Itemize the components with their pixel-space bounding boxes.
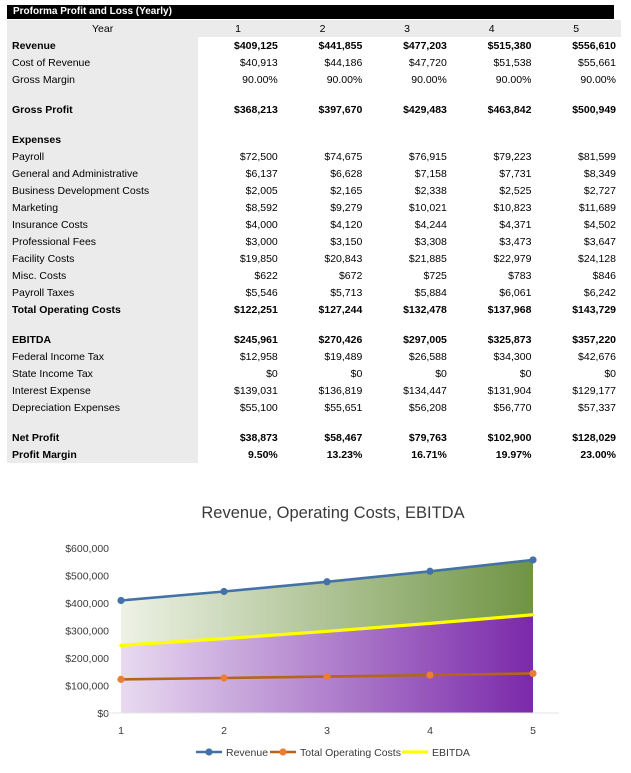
- x-axis-tick-label: 5: [530, 725, 536, 737]
- table-row: [7, 348, 621, 365]
- row-value-y1: $55,100: [198, 399, 283, 416]
- row-value-y5: $357,220: [536, 331, 621, 348]
- row-value-y3: 90.00%: [367, 71, 452, 88]
- profit-loss-table: [7, 20, 621, 463]
- row-value-y2: $44,186: [283, 54, 368, 71]
- table-row: [7, 382, 621, 399]
- table-row: [7, 284, 621, 301]
- row-value-y4: $4,371: [452, 216, 537, 233]
- row-value-y1: $622: [198, 267, 283, 284]
- row-value-y4: $325,873: [452, 331, 537, 348]
- header-cell-year-4: 4: [452, 20, 537, 37]
- row-value-y5: $55,661: [536, 54, 621, 71]
- spacer-cell: [367, 416, 452, 429]
- row-value-y1: $5,546: [198, 284, 283, 301]
- spacer-cell: [283, 118, 368, 131]
- spacer-cell: [452, 118, 537, 131]
- row-value-y4: $102,900: [452, 429, 537, 446]
- row-value-y4: $7,731: [452, 165, 537, 182]
- data-point-marker: [117, 597, 124, 604]
- row-value-y2: $441,855: [283, 37, 368, 54]
- data-point-marker: [323, 578, 330, 585]
- table-row: [7, 250, 621, 267]
- table-row: [7, 148, 621, 165]
- data-point-marker: [117, 676, 124, 683]
- legend-item-ebitda[interactable]: [402, 747, 470, 759]
- row-value-y5: $500,949: [536, 101, 621, 118]
- table-spacer-row: [7, 88, 621, 101]
- row-label: Marketing: [7, 199, 198, 216]
- y-axis-tick-label: $200,000: [65, 653, 109, 665]
- row-value-y1: $368,213: [198, 101, 283, 118]
- row-value-y1: 9.50%: [198, 446, 283, 463]
- spacer-cell: [198, 318, 283, 331]
- table-row: [7, 399, 621, 416]
- row-value-y3: $26,588: [367, 348, 452, 365]
- row-value-y4: $131,904: [452, 382, 537, 399]
- row-value-y3: 16.71%: [367, 446, 452, 463]
- row-label: Depreciation Expenses: [7, 399, 198, 416]
- spacer-cell: [367, 118, 452, 131]
- row-value-y5: $57,337: [536, 399, 621, 416]
- row-value-y4: $783: [452, 267, 537, 284]
- header-cell-year-2: 2: [283, 20, 368, 37]
- row-value-y3: $56,208: [367, 399, 452, 416]
- row-value-y2: $2,165: [283, 182, 368, 199]
- data-point-marker: [220, 588, 227, 595]
- table-row: [7, 71, 621, 88]
- table-row: [7, 429, 621, 446]
- row-label: Total Operating Costs: [7, 301, 198, 318]
- row-value-y3: [367, 131, 452, 148]
- row-value-y4: $6,061: [452, 284, 537, 301]
- row-label: Professional Fees: [7, 233, 198, 250]
- table-spacer-row: [7, 118, 621, 131]
- row-label: Net Profit: [7, 429, 198, 446]
- row-value-y1: $12,958: [198, 348, 283, 365]
- row-value-y2: $3,150: [283, 233, 368, 250]
- spacer-cell: [536, 88, 621, 101]
- row-value-y5: [536, 131, 621, 148]
- chart-title: Revenue, Operating Costs, EBITDA: [201, 504, 465, 522]
- row-value-y3: $2,338: [367, 182, 452, 199]
- data-point-marker: [529, 670, 536, 677]
- row-value-y5: $846: [536, 267, 621, 284]
- row-value-y2: $9,279: [283, 199, 368, 216]
- table-row: [7, 267, 621, 284]
- spacer-cell: [198, 88, 283, 101]
- data-point-marker: [426, 671, 433, 678]
- row-value-y5: $129,177: [536, 382, 621, 399]
- row-value-y2: $672: [283, 267, 368, 284]
- row-value-y2: $74,675: [283, 148, 368, 165]
- data-point-marker: [323, 673, 330, 680]
- row-label: Gross Margin: [7, 71, 198, 88]
- table-row: [7, 101, 621, 118]
- row-value-y5: $11,689: [536, 199, 621, 216]
- header-cell-year-3: 3: [367, 20, 452, 37]
- row-value-y1: $2,005: [198, 182, 283, 199]
- row-label: Profit Margin: [7, 446, 198, 463]
- row-label: Federal Income Tax: [7, 348, 198, 365]
- spacer-cell: [536, 118, 621, 131]
- row-value-y5: $143,729: [536, 301, 621, 318]
- row-value-y3: $10,021: [367, 199, 452, 216]
- table-row: [7, 182, 621, 199]
- row-value-y5: $556,610: [536, 37, 621, 54]
- row-label: Payroll: [7, 148, 198, 165]
- row-value-y3: $3,308: [367, 233, 452, 250]
- y-axis-tick-label: $100,000: [65, 680, 109, 693]
- row-value-y2: $5,713: [283, 284, 368, 301]
- table-row: [7, 216, 621, 233]
- x-axis-tick-label: 4: [427, 725, 433, 737]
- legend-label: Total Operating Costs: [300, 747, 401, 759]
- row-value-y2: 90.00%: [283, 71, 368, 88]
- row-value-y5: $4,502: [536, 216, 621, 233]
- table-row: [7, 301, 621, 318]
- y-axis-tick-label: $300,000: [65, 625, 109, 638]
- row-label: Gross Profit: [7, 101, 198, 118]
- spacer-cell: [536, 416, 621, 429]
- row-label: General and Administrative: [7, 165, 198, 182]
- row-label: State Income Tax: [7, 365, 198, 382]
- row-value-y1: $72,500: [198, 148, 283, 165]
- row-label: Facility Costs: [7, 250, 198, 267]
- row-value-y1: $3,000: [198, 233, 283, 250]
- row-value-y2: $55,651: [283, 399, 368, 416]
- spacer-cell: [452, 318, 537, 331]
- legend-item-total-operating-costs[interactable]: [270, 747, 401, 759]
- header-cell-year-5: 5: [536, 20, 621, 37]
- row-value-y1: 90.00%: [198, 71, 283, 88]
- row-value-y2: $19,489: [283, 348, 368, 365]
- row-value-y5: $24,128: [536, 250, 621, 267]
- header-cell-year: Year: [7, 20, 198, 37]
- row-value-y4: $10,823: [452, 199, 537, 216]
- row-value-y2: $20,843: [283, 250, 368, 267]
- row-value-y2: $0: [283, 365, 368, 382]
- spacer-cell: [283, 88, 368, 101]
- row-label: Revenue: [7, 37, 198, 54]
- y-axis-tick-label: $400,000: [65, 598, 109, 610]
- row-value-y1: $0: [198, 365, 283, 382]
- row-label: Cost of Revenue: [7, 54, 198, 71]
- row-value-y4: $51,538: [452, 54, 537, 71]
- x-axis-tick-label: 2: [221, 725, 227, 737]
- y-axis-tick-label: $600,000: [65, 543, 109, 555]
- table-spacer-row: [7, 416, 621, 429]
- row-value-y1: $122,251: [198, 301, 283, 318]
- row-value-y5: 90.00%: [536, 71, 621, 88]
- row-value-y2: 13.23%: [283, 446, 368, 463]
- row-label: Expenses: [7, 131, 198, 148]
- row-value-y3: $429,483: [367, 101, 452, 118]
- row-value-y3: $477,203: [367, 37, 452, 54]
- table-row: [7, 37, 621, 54]
- row-value-y5: $3,647: [536, 233, 621, 250]
- row-value-y2: $136,819: [283, 382, 368, 399]
- row-value-y4: $463,842: [452, 101, 537, 118]
- row-value-y3: $5,884: [367, 284, 452, 301]
- row-value-y2: $58,467: [283, 429, 368, 446]
- spacer-cell: [7, 416, 198, 429]
- row-value-y1: $38,873: [198, 429, 283, 446]
- row-value-y5: $8,349: [536, 165, 621, 182]
- spacer-cell: [367, 88, 452, 101]
- row-value-y5: $6,242: [536, 284, 621, 301]
- row-value-y3: $725: [367, 267, 452, 284]
- table-spacer-row: [7, 318, 621, 331]
- table-header-row: [7, 20, 621, 37]
- row-value-y3: $134,447: [367, 382, 452, 399]
- row-value-y1: $40,913: [198, 54, 283, 71]
- spacer-cell: [7, 118, 198, 131]
- row-value-y5: $2,727: [536, 182, 621, 199]
- row-value-y5: $42,676: [536, 348, 621, 365]
- row-value-y4: $515,380: [452, 37, 537, 54]
- row-value-y1: $19,850: [198, 250, 283, 267]
- row-value-y5: $0: [536, 365, 621, 382]
- row-value-y4: $56,770: [452, 399, 537, 416]
- sheet-title-bar: Proforma Profit and Loss (Yearly): [7, 5, 614, 19]
- row-value-y2: $4,120: [283, 216, 368, 233]
- data-point-marker: [220, 674, 227, 681]
- spacer-cell: [283, 416, 368, 429]
- data-point-marker: [529, 556, 536, 563]
- row-value-y1: [198, 131, 283, 148]
- row-value-y5: $81,599: [536, 148, 621, 165]
- row-value-y1: $245,961: [198, 331, 283, 348]
- data-point-marker: [426, 568, 433, 575]
- table-row: [7, 233, 621, 250]
- spacer-cell: [283, 318, 368, 331]
- spacer-cell: [7, 318, 198, 331]
- table-row: [7, 54, 621, 71]
- table-row: [7, 199, 621, 216]
- row-value-y3: $21,885: [367, 250, 452, 267]
- header-cell-year-1: 1: [198, 20, 283, 37]
- row-value-y3: $7,158: [367, 165, 452, 182]
- row-value-y2: $127,244: [283, 301, 368, 318]
- row-value-y4: 90.00%: [452, 71, 537, 88]
- row-value-y3: $47,720: [367, 54, 452, 71]
- row-value-y2: [283, 131, 368, 148]
- row-value-y4: 19.97%: [452, 446, 537, 463]
- row-value-y1: $409,125: [198, 37, 283, 54]
- legend-label: EBITDA: [432, 747, 470, 759]
- y-axis-tick-label: $500,000: [65, 570, 109, 583]
- row-value-y4: $2,525: [452, 182, 537, 199]
- table-row: [7, 446, 621, 463]
- row-value-y3: $297,005: [367, 331, 452, 348]
- spacer-cell: [452, 88, 537, 101]
- row-value-y2: $270,426: [283, 331, 368, 348]
- row-value-y4: $0: [452, 365, 537, 382]
- row-label: Payroll Taxes: [7, 284, 198, 301]
- row-value-y5: 23.00%: [536, 446, 621, 463]
- row-value-y4: [452, 131, 537, 148]
- row-label: Insurance Costs: [7, 216, 198, 233]
- row-value-y1: $4,000: [198, 216, 283, 233]
- chart-canvas: [0, 492, 631, 773]
- spacer-cell: [198, 118, 283, 131]
- table-row: [7, 331, 621, 348]
- row-label: Misc. Costs: [7, 267, 198, 284]
- row-value-y3: $79,763: [367, 429, 452, 446]
- table-row: [7, 165, 621, 182]
- spacer-cell: [7, 88, 198, 101]
- row-value-y2: $397,670: [283, 101, 368, 118]
- row-label: Interest Expense: [7, 382, 198, 399]
- legend-label: Revenue: [226, 747, 269, 759]
- row-value-y3: $0: [367, 365, 452, 382]
- revenue-costs-ebitda-chart: [0, 492, 631, 773]
- spacer-cell: [367, 318, 452, 331]
- row-value-y3: $132,478: [367, 301, 452, 318]
- row-value-y4: $22,979: [452, 250, 537, 267]
- row-value-y4: $3,473: [452, 233, 537, 250]
- row-value-y3: $4,244: [367, 216, 452, 233]
- row-value-y4: $137,968: [452, 301, 537, 318]
- row-value-y2: $6,628: [283, 165, 368, 182]
- row-value-y4: $79,223: [452, 148, 537, 165]
- x-axis-tick-label: 3: [324, 725, 330, 737]
- y-axis-tick-label: $0: [97, 708, 109, 720]
- row-value-y1: $139,031: [198, 382, 283, 399]
- spacer-cell: [452, 416, 537, 429]
- row-value-y1: $6,137: [198, 165, 283, 182]
- row-value-y3: $76,915: [367, 148, 452, 165]
- x-axis-tick-label: 1: [118, 725, 124, 737]
- spacer-cell: [198, 416, 283, 429]
- row-value-y1: $8,592: [198, 199, 283, 216]
- row-value-y5: $128,029: [536, 429, 621, 446]
- row-value-y4: $34,300: [452, 348, 537, 365]
- row-label: Business Development Costs: [7, 182, 198, 199]
- table-row: [7, 131, 621, 148]
- legend-item-revenue[interactable]: [196, 747, 268, 759]
- table-row: [7, 365, 621, 382]
- spacer-cell: [536, 318, 621, 331]
- row-label: EBITDA: [7, 331, 198, 348]
